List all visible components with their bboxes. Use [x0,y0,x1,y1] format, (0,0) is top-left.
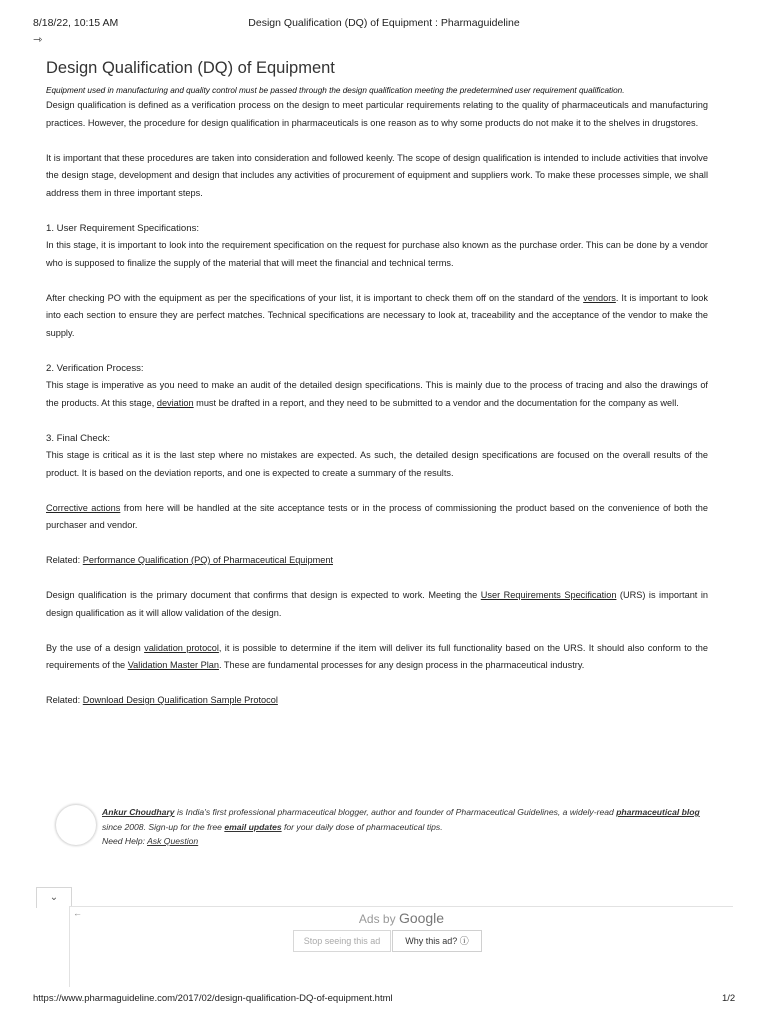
paragraph-definition: Design qualification is defined as a verification process on the design to meet particular requirements relating to the quality of pharmaceuticals and manufacturing practices. However, the procedure for design qualification in pharmaceuticals is one reason as to why some products do not make it to the shelves in drugstores. [46,100,708,128]
validation-protocol-link[interactable]: validation protocol [144,642,219,653]
section-heading-final-check: 3. Final Check: [46,432,110,444]
ads-by-google: Ads by Google [358,910,445,926]
corrective-actions-link[interactable]: Corrective actions [46,502,121,513]
paragraph-final-check: This stage is critical as it is the last step where no mistakes are expected. As such, the detailed design specifications are focused on the overall results of the product. It is based on the deviation reports, and one is expected to create a summary of the results. [46,450,708,478]
ad-back-arrow-icon[interactable]: ← [73,908,82,918]
vendors-link[interactable]: vendors [583,292,616,303]
paragraph-po-check: After checking PO with the equipment as per the specifications of your list, it is important to check them off on the standard of the vendors. It is important to look into each section to ensure they are perfect matches. Technical specifications are necessary to look at, traceability and the acceptance of the vendor to make the supply. [46,292,708,338]
print-header-title: Design Qualification (DQ) of Equipment : Pharmaguideline [248,17,520,29]
share-arrow-icon[interactable]: ⇾ [33,34,43,46]
article-intro: Equipment used in manufacturing and quality control must be passed through the design qualification meeting the predetermined user requirement qualification. [46,86,625,95]
related-sample-protocol: Related: Download Design Qualification Sample Protocol [46,695,278,705]
section-heading-verification: 2. Verification Process: [46,362,144,374]
ad-panel [69,906,733,987]
paragraph-validation-protocol: By the use of a design validation protocol, it is possible to determine if the item will deliver its full functionality based on the URS. It should also conform to the requirements of the Validation Master Plan. These are fundamental processes for any design process in the pharmaceutical industry. [46,642,708,670]
paragraph-scope: It is important that these procedures are taken into consideration and followed keenly. The scope of design qualification is intended to include activities that involve the design stage, development and design that includes any activities of procurement of equipment and suppliers work. To make these processes simple, we shall address them in three important steps. [46,152,708,198]
ad-collapse-chevron-icon[interactable]: ⌄ [36,887,72,908]
author-name-link[interactable]: Ankur Choudhary [102,807,175,817]
urs-link[interactable]: User Requirements Specification [480,590,617,600]
email-updates-link[interactable]: email updates [224,821,282,832]
pharmaceutical-blog-link[interactable]: pharmaceutical blog [616,807,700,817]
deviation-link[interactable]: deviation [156,397,194,408]
paragraph-verification: This stage is imperative as you need to make an audit of the detailed design specifications. This is mainly due to the process of tracing and also the drawings of the products. At this stage, deviation must be drafted in a report, and they need to be submitted to a vendor and the documentation for the company as well. [46,380,708,408]
paragraph-urs: In this stage, it is important to look into the requirement specification on the request for purchase also known as the purchase order. This can be done by a vendor who is supposed to finalize the supply of the material that will meet the financial and technical terms. [46,240,708,268]
print-page-number: 1/2 [722,993,736,1004]
why-this-ad-button[interactable]: Why this ad? ⓘ [392,930,482,952]
google-logo: Google [398,910,445,926]
related-pq: Related: Performance Qualification (PQ) of Pharmaceutical Equipment [46,555,333,565]
author-avatar[interactable] [56,805,96,845]
print-footer-url: https://www.pharmaguideline.com/2017/02/design-qualification-DQ-of-equipment.html [33,993,393,1004]
print-datetime: 8/18/22, 10:15 AM [33,17,119,29]
pq-article-link[interactable]: Performance Qualification (PQ) of Pharmaceutical Equipment [82,555,333,565]
sample-protocol-link[interactable]: Download Design Qualification Sample Protocol [82,695,278,705]
ask-question-link[interactable]: Ask Question [147,836,199,846]
page-title: Design Qualification (DQ) of Equipment [46,59,335,77]
article-body [46,84,708,710]
section-heading-urs: 1. User Requirement Specifications: [46,222,200,234]
validation-master-plan-link[interactable]: Validation Master Plan [127,660,219,670]
author-bio: Ankur Choudhary is India's first professional pharmaceutical blogger, author and founder of Pharmaceutical Guidelines, a widely-read pharmaceutical blog since 2008. Sign-up for the free email updates for your daily dose of pharmaceutical tips. Need Help: Ask Question [102,807,700,846]
paragraph-corrective-actions: Corrective actions from here will be handled at the site acceptance tests or in the process of commissioning the product based on the convenience of both the purchaser and vendor. [46,502,708,530]
paragraph-primary-document: Design qualification is the primary document that confirms that design is expected to work. Meeting the User Requirements Specification (URS) is important in design qualification as it will allow validation of the design. [46,590,708,618]
need-help-label: Need Help: [102,836,148,846]
stop-seeing-ad-button[interactable]: Stop seeing this ad [293,930,391,952]
